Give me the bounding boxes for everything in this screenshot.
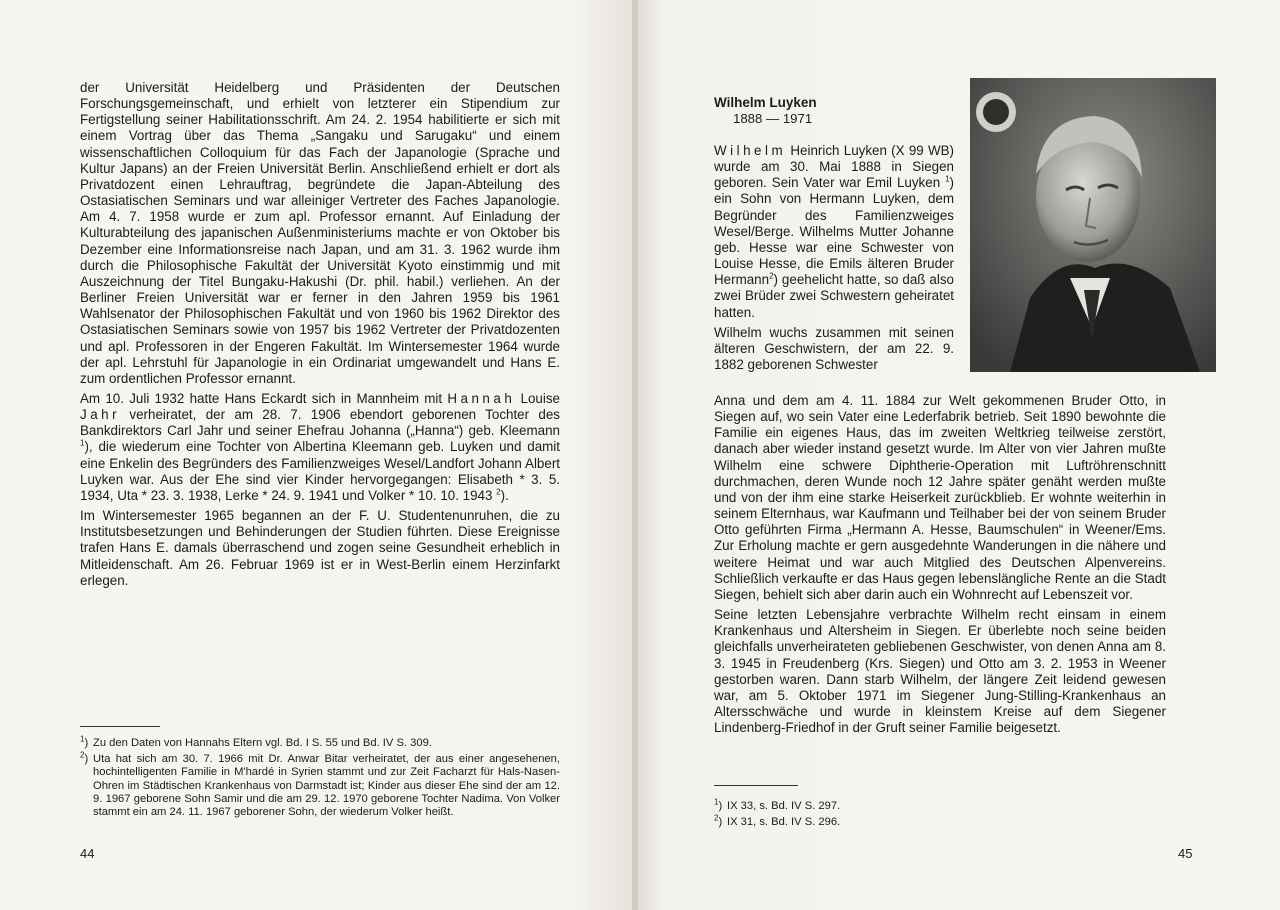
right-body-text bbox=[714, 393, 1166, 740]
spaced-name-wilhelm: Wilhelm bbox=[714, 143, 787, 158]
footnote-ref-1[interactable]: 1 bbox=[80, 438, 85, 448]
spaced-name-hannah: Hannah bbox=[447, 390, 516, 406]
biography-heading: Wilhelm Luyken bbox=[714, 95, 817, 110]
right-paragraph-1: Wilhelm Heinrich Luyken (X 99 WB) wurde am 30. Mai 1888 in Siegen geboren. Sein Vater war Emil Luyken $^1$) ein Sohn von Hermann Luyken, dem Begründer des Familienzweiges Wesel/Berge. Wilhelms Mutter Johanne geb. Hesse war eine Schwester von Louise Hesse, die Emils älteren Bruder Hermann$^2$) geehelicht hatte, so daß also zwei Brüder zwei Schwestern geheiratet hatten. bbox=[714, 143, 954, 320]
footnote-ref-2[interactable]: 2 bbox=[769, 271, 774, 281]
footnote-divider bbox=[714, 785, 798, 786]
left-paragraph-1: der Universität Heidelberg und Präsidenten der Deutschen Forschungsgemeinschaft, und erhielt von letzterer ein Stipendium zur Fertigstellung seiner Habilitationsschrift. Am 24. 2. 1954 habilitierte er sich mit einem Vortrag über das Thema „Sangaku und Sarugaku“ und einem wissenschaftlichen Colloquium für das Fach der Japanologie (Sprache und Kultur Japans) an der Freien Universität Berlin. Anschließend erhielt er dort als Privatdozent einen Lehrauftrag, begründete die Japan-Abteilung des Ostasiatischen Seminars und war alleiniger Vertreter des Faches Japanologie. Am 4. 7. 1958 wurde er zum apl. Professor ernannt. Auf Einladung der Kulturabteilung des japanischen Außenministeriums machte er von Oktober bis Dezember eine Informationsreise nach Japan, und am 31. 3. 1962 wurde ihm durch die Philosophische Fakultät der Universität Kyoto einstimmig und mit Auszeichnung der Titel Bungaku-Hakushi (Dr. phil. habil.) verliehen. An der Berliner Freien Universität war er ferner in den Jahren 1959 bis 1961 Wahlsenator der Philosophischen Fakultät und von 1960 bis 1962 Direktor des Ostasiatischen Seminars sowie von 1957 bis 1962 Vertreter der Privatdozenten und apl. Professoren in der Engeren Fakultät. Im Wintersemester 1964 wurde der apl. Lehrstuhl für Japanologie in ein Ordinariat umgewandelt und Hans E. zum ordentlichen Professor ernannt. bbox=[80, 80, 560, 386]
spaced-name-jahr: Jahr bbox=[80, 407, 121, 423]
right-paragraph-2-start: Wilhelm wuchs zusammen mit seinen älteren Geschwistern, der am 22. 9. 1882 geborenen Schwester bbox=[714, 324, 954, 373]
footnote: $^1$) Zu den Daten von Hannahs Eltern vgl. Bd. I S. 55 und Bd. IV S. 309. bbox=[80, 734, 432, 749]
left-footnotes bbox=[80, 734, 560, 822]
right-paragraph-2-rest: Anna und dem am 4. 11. 1884 zur Welt gekommenen Bruder Otto, in Siegen auf, wo sein Vater eine Lederfabrik betrieb. Seit 1890 bewohnte die Familie ein eigenes Haus, das im zweiten Weltkrieg teilweise zerstört, danach aber wieder instand gesetzt wurde. Im Alter von vier Jahren mußte Wilhelm eine schwere Diphtherie-Operation mit Luftröhrenschnitt durchmachen, deren Wunde noch 12 Jahre später genäht werden mußte und von der ihm eine starke Heiserkeit zurückblieb. Er wohnte weiterhin in seinem Elternhaus, war Kaufmann und Teilhaber bei der von seinem Bruder Otto geführten Firma „Hermann A. Hesse, Baumschulen“ in Weener/Ems. Zur Erholung machte er gern ausgedehnte Wanderungen in die nähere und weitere Heimat und war auch Mitglied des Deutschen Alpenvereins. Schließlich verkaufte er das Haus gegen lebenslängliche Rente an die Stadt Siegen, behielt sich aber darin auch ein Wohnrecht auf Lebenszeit vor. bbox=[714, 393, 1166, 602]
footnote-divider bbox=[80, 726, 160, 727]
biography-years: 1888 — 1971 bbox=[733, 111, 813, 126]
footnote-ref-1[interactable]: 1 bbox=[945, 174, 950, 184]
book-gutter bbox=[632, 0, 638, 910]
portrait-image bbox=[970, 78, 1216, 372]
left-paragraph-3: Im Wintersemester 1965 begannen an der F. U. Studentenunruhen, die zu Institutsbesetzungen und Behinderungen der Studien führten. Diese Ereignisse trafen Hans E. damals überraschend und zogen seine Gesundheit erheblich in Mitleidenschaft. Am 26. Februar 1969 ist er in West-Berlin einem Herzinfarkt erlegen. bbox=[80, 508, 560, 588]
footnote: $^2$) Uta hat sich am 30. 7. 1966 mit Dr. Anwar Bitar verheiratet, der aus einer angesehenen, hochintelligenten Familie in M'hardé in Syrien stammt und zur Zeit Facharzt für Hals-Nasen-Ohren im Städtischen Krankenhaus von Darmstadt ist; Kinder aus dieser Ehe sind der am 12. 9. 1967 geborene Sohn Samir und die am 29. 12. 1970 geborene Tochter Nadima. Von Volker stammt ein am 24. 11. 1967 geborener Sohn, der wiederum Volker heißt. bbox=[80, 750, 560, 819]
page-number-right: 45 bbox=[1178, 846, 1193, 861]
page-number-left: 44 bbox=[80, 846, 95, 861]
portrait-photo bbox=[970, 78, 1216, 372]
footnote-ref-2[interactable]: 2 bbox=[496, 487, 501, 497]
right-footnotes bbox=[714, 797, 1014, 832]
left-paragraph-2: Am 10. Juli 1932 hatte Hans Eckardt sich in Mannheim mit Hannah Louise Jahr verheiratet, der am 28. 7. 1906 ebendort geborenen Tochter des Bankdirektors Carl Jahr und seiner Ehefrau Johanna („Hanna“) geb. Kleemann $^1$), die wiederum eine Tochter von Albertina Kleemann geb. Luyken und damit eine Enkelin des Begründers des Familienzweiges Wesel/Landfort Johann Albert Luyken war. Aus der Ehe sind vier Kinder hervorgegangen: Elisabeth * 3. 5. 1934, Uta * 23. 3. 1938, Lerke * 24. 9. 1941 und Volker * 10. 10. 1943 $^2$). bbox=[80, 390, 560, 503]
footnote: $^1$) IX 33, s. Bd. IV S. 297. bbox=[714, 797, 841, 812]
right-intro-text bbox=[714, 143, 954, 373]
right-paragraph-3: Seine letzten Lebensjahre verbrachte Wilhelm recht einsam in einem Krankenhaus und Altersheim in Siegen. Er überlebte noch seine beiden gleichfalls unverheirateten gebliebenen Geschwister, von denen Anna am 8. 3. 1945 in Freudenberg (Krs. Siegen) und Otto am 3. 2. 1953 in Weener gestorben waren. Dann starb Wilhelm, der längere Zeit leidend gewesen war, am 5. Oktober 1971 im Siegener Jung-Stilling-Krankenhaus an Altersschwäche und wurde in kleinstem Kreise auf dem Siegener Lindenberg-Friedhof in der Gruft seiner Familie beigesetzt. bbox=[714, 607, 1166, 736]
footnote: $^2$) IX 31, s. Bd. IV S. 296. bbox=[714, 813, 841, 829]
left-body-text bbox=[80, 80, 560, 593]
